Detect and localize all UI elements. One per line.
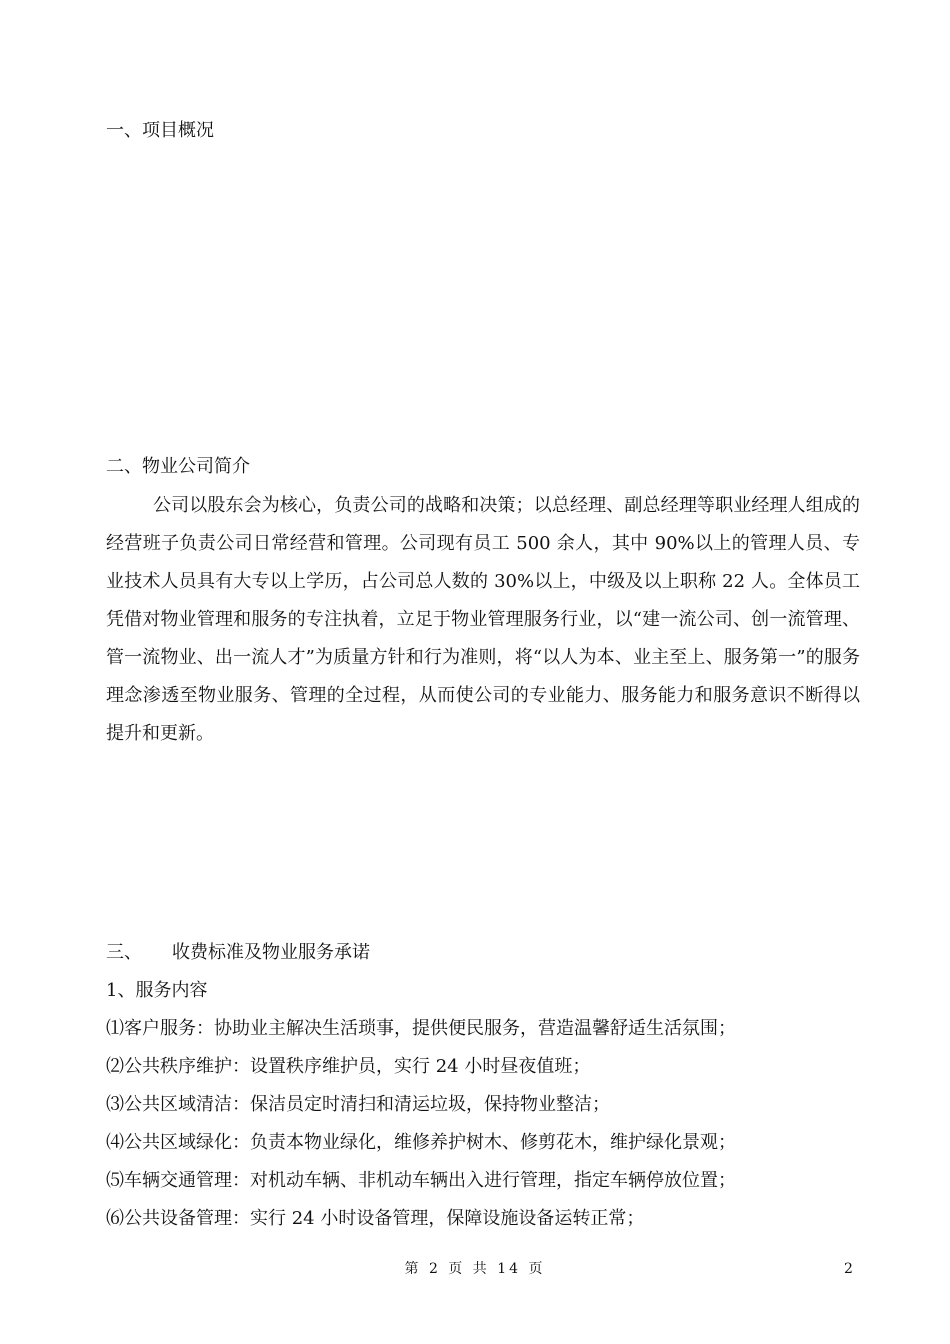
section-3-heading: 收费标准及物业服务承诺 — [172, 942, 370, 963]
section-2-heading: 二、物业公司简介 — [106, 456, 250, 477]
service-item: ⑹公共设备管理：实行 24 小时设备管理，保障设施设备运转正常； — [106, 1208, 645, 1229]
service-item: ⑸车辆交通管理：对机动车辆、非机动车辆出入进行管理，指定车辆停放位置； — [106, 1170, 736, 1191]
service-item: ⑶公共区域清洁：保洁员定时清扫和清运垃圾，保持物业整洁； — [106, 1094, 610, 1115]
company-intro-paragraph: 公司以股东会为核心，负责公司的战略和决策；以总经理、副总经理等职业经理人组成的经营班子负责公司日常经营和管理。公司现有员工 500 余人，其中 90%以上的管理人员、专业技术人员具有大专以上学历，占公司总人数的 30%以上，中级及以上职称 22 人。全体员工凭借对物业管理和服务的专注执着，立足于物业管理服务行业，以“建一流公司、创一流管理、管一流物业、出一流人才”为质量方针和行为准则，将“以人为本、业主至上、服务第一”的服务理念渗透至物业服务、管理的全过程，从而使公司的专业能力、服务能力和服务意识不断得以提升和更新。 — [106, 495, 860, 744]
service-item: ⑴客户服务：协助业主解决生活琐事，提供便民服务，营造温馨舒适生活氛围； — [106, 1018, 736, 1039]
page-number: 2 — [844, 1261, 853, 1277]
service-item: ⑵公共秩序维护：设置秩序维护员，实行 24 小时昼夜值班； — [106, 1056, 591, 1077]
subsection-1-heading: 1、服务内容 — [106, 980, 208, 1001]
page-footer-label: 第 2 页 共 14 页 — [404, 1261, 546, 1277]
section-3-number: 三、 — [106, 942, 142, 963]
section-1-heading: 一、项目概况 — [106, 120, 214, 141]
service-item: ⑷公共区域绿化：负责本物业绿化，维修养护树木、修剪花木，维护绿化景观； — [106, 1132, 736, 1153]
